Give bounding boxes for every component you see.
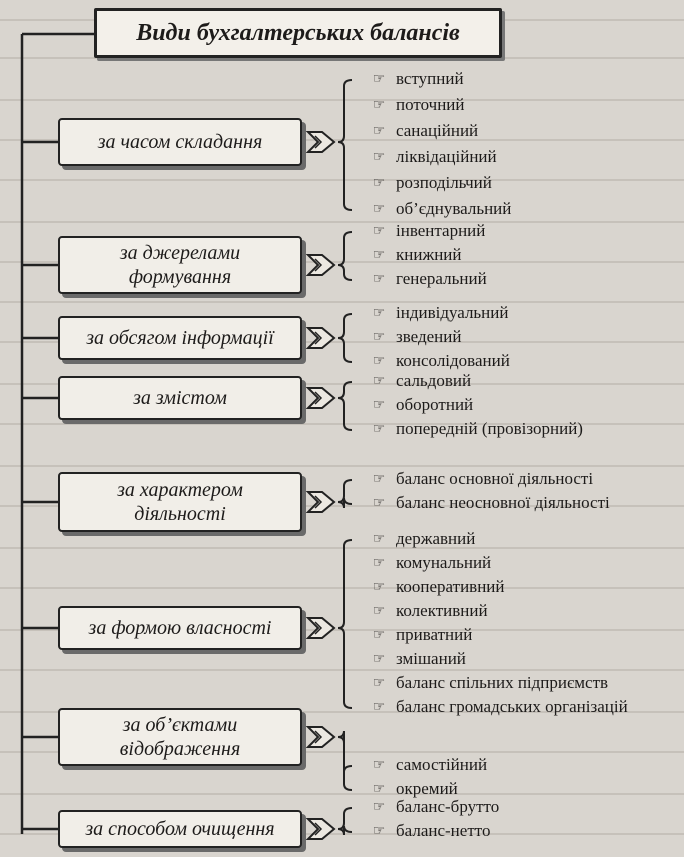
balance-type-item [370, 493, 610, 513]
balance-type-label: зведений [396, 327, 462, 346]
category-brace [338, 232, 352, 280]
balance-type-item [370, 649, 466, 669]
pointing-hand-icon: ☞ [372, 757, 386, 773]
balance-type-label: розподільчий [396, 173, 492, 192]
balance-type-item [370, 121, 478, 141]
balance-type-item [370, 351, 510, 371]
balance-type-label: баланс-брутто [396, 797, 500, 816]
balance-type-label: змішаний [396, 649, 466, 668]
balance-type-item [370, 779, 458, 799]
balance-type-item [370, 95, 464, 115]
balance-type-label: об’єднувальний [396, 199, 512, 218]
pointing-hand-icon: ☞ [372, 823, 386, 839]
balance-type-item [370, 221, 485, 241]
category-box: за способом очищення [58, 810, 302, 848]
double-chevron-icon [306, 489, 338, 515]
balance-type-label: баланс неосновної діяльності [396, 493, 610, 512]
balance-type-label: поточний [396, 95, 465, 114]
balance-type-label: сальдовий [396, 371, 472, 390]
balance-type-label: консолідований [396, 351, 510, 370]
pointing-hand-icon: ☞ [372, 579, 386, 595]
double-chevron-icon [306, 252, 338, 278]
balance-type-label: баланс основної діяльності [396, 469, 594, 488]
pointing-hand-icon: ☞ [372, 223, 386, 239]
balance-type-label: самостійний [396, 755, 488, 774]
balance-type-item [370, 147, 497, 167]
balance-type-item [370, 199, 511, 219]
category-box: за джерелами формування [58, 236, 302, 294]
balance-type-item [370, 529, 475, 549]
diagram-title: Види бухгалтерських балансів [94, 8, 502, 58]
category-brace [338, 80, 352, 210]
pointing-hand-icon: ☞ [372, 495, 386, 511]
pointing-hand-icon: ☞ [372, 627, 386, 643]
pointing-hand-icon: ☞ [372, 675, 386, 691]
balance-type-item [370, 755, 487, 775]
pointing-hand-icon: ☞ [372, 123, 386, 139]
pointing-hand-icon: ☞ [372, 397, 386, 413]
balance-type-label: комунальний [396, 553, 492, 572]
balance-type-label: індивідуальний [396, 303, 509, 322]
balance-type-item [370, 797, 499, 817]
balance-type-label: інвентарний [396, 221, 486, 240]
double-chevron-icon [306, 129, 338, 155]
balance-type-item [370, 245, 462, 265]
category-box: за характером діяльності [58, 472, 302, 532]
category-brace [338, 314, 352, 362]
balance-type-label: генеральний [396, 269, 487, 288]
pointing-hand-icon: ☞ [372, 699, 386, 715]
pointing-hand-icon: ☞ [372, 201, 386, 217]
double-chevron-icon [306, 615, 338, 641]
pointing-hand-icon: ☞ [372, 271, 386, 287]
pointing-hand-icon: ☞ [372, 149, 386, 165]
category-brace [338, 731, 352, 790]
balance-type-label: кооперативний [396, 577, 505, 596]
balance-type-item [370, 577, 505, 597]
pointing-hand-icon: ☞ [372, 471, 386, 487]
balance-type-label: колективний [396, 601, 488, 620]
category-box: за формою власності [58, 606, 302, 650]
category-box: за часом складання [58, 118, 302, 166]
balance-type-item [370, 395, 473, 415]
balance-type-label: окремий [396, 779, 458, 798]
pointing-hand-icon: ☞ [372, 603, 386, 619]
category-box: за обсягом інформації [58, 316, 302, 360]
balance-type-item [370, 269, 487, 289]
double-chevron-icon [306, 816, 338, 842]
double-chevron-icon [306, 325, 338, 351]
balance-type-item [370, 697, 628, 717]
pointing-hand-icon: ☞ [372, 305, 386, 321]
pointing-hand-icon: ☞ [372, 175, 386, 191]
pointing-hand-icon: ☞ [372, 71, 386, 87]
category-box: за змістом [58, 376, 302, 420]
category-brace [338, 808, 352, 835]
category-brace [338, 382, 352, 430]
balance-type-label: вступний [396, 69, 464, 88]
pointing-hand-icon: ☞ [372, 373, 386, 389]
pointing-hand-icon: ☞ [372, 247, 386, 263]
balance-type-label: баланс-нетто [396, 821, 491, 840]
pointing-hand-icon: ☞ [372, 651, 386, 667]
pointing-hand-icon: ☞ [372, 799, 386, 815]
balance-type-label: попередній (провізорний) [396, 419, 583, 438]
pointing-hand-icon: ☞ [372, 329, 386, 345]
pointing-hand-icon: ☞ [372, 97, 386, 113]
balance-type-item [370, 553, 491, 573]
balance-type-label: санаційний [396, 121, 479, 140]
balance-type-item [370, 303, 508, 323]
category-brace [338, 540, 352, 708]
balance-type-item [370, 419, 583, 439]
pointing-hand-icon: ☞ [372, 781, 386, 797]
balance-type-item [370, 821, 490, 841]
balance-type-label: державний [396, 529, 476, 548]
category-box: за об’єктами відображення [58, 708, 302, 766]
balance-type-label: баланс спільних підприємств [396, 673, 609, 692]
balance-type-label: ліквідаційний [396, 147, 497, 166]
balance-type-item [370, 173, 492, 193]
balance-type-item [370, 469, 593, 489]
balance-type-item [370, 625, 472, 645]
pointing-hand-icon: ☞ [372, 531, 386, 547]
balance-type-item [370, 673, 608, 693]
double-chevron-icon [306, 724, 338, 750]
double-chevron-icon [306, 385, 338, 411]
pointing-hand-icon: ☞ [372, 555, 386, 571]
balance-type-item [370, 69, 464, 89]
balance-type-item [370, 327, 461, 347]
pointing-hand-icon: ☞ [372, 353, 386, 369]
category-brace [338, 480, 352, 508]
balance-type-label: приватний [396, 625, 473, 644]
balance-type-label: оборотний [396, 395, 474, 414]
pointing-hand-icon: ☞ [372, 421, 386, 437]
balance-type-label: книжний [396, 245, 462, 264]
balance-type-item [370, 371, 471, 391]
balance-type-item [370, 601, 488, 621]
balance-type-label: баланс громадських організацій [396, 697, 628, 716]
